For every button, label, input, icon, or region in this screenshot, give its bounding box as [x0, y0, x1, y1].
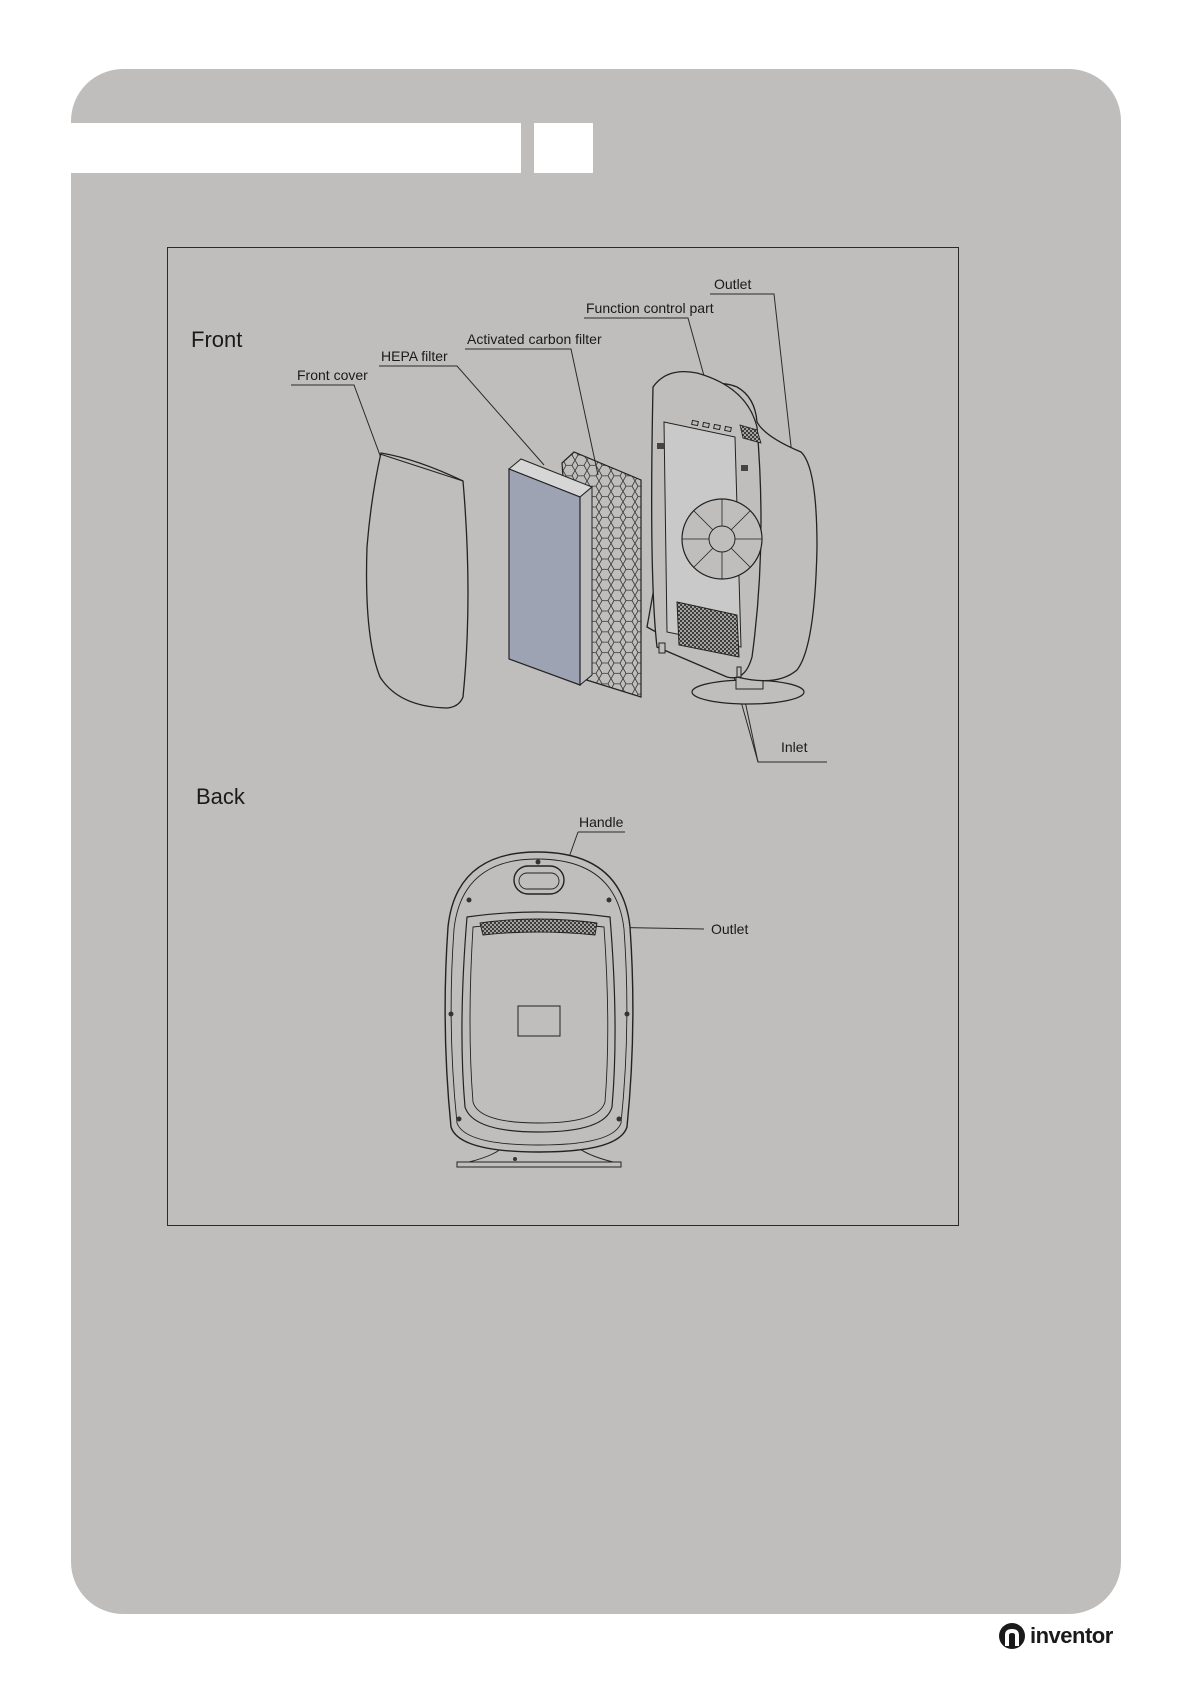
label-function-control-part: Function control part: [586, 300, 714, 316]
purifier-unit-back: [445, 852, 633, 1167]
inventor-logo-icon: [998, 1622, 1026, 1650]
header-title-bar: [71, 123, 521, 173]
header-section-box: [534, 123, 593, 173]
label-outlet-front: Outlet: [714, 276, 752, 292]
label-hepa-filter: HEPA filter: [381, 348, 448, 364]
brand-logo: [998, 1616, 1113, 1656]
label-front-cover: Front cover: [297, 367, 368, 383]
front-heading: Front: [191, 327, 243, 352]
diagram-svg: [167, 247, 959, 1226]
label-inlet: Inlet: [781, 739, 808, 755]
product-diagram: [167, 247, 959, 1226]
back-heading: Back: [196, 784, 245, 809]
hepa-filter-part: [509, 469, 580, 685]
label-handle: Handle: [579, 814, 624, 830]
front-cover-part: [367, 453, 468, 708]
brand-name: inventor: [1030, 1623, 1113, 1648]
purifier-unit-front: [647, 372, 817, 704]
label-outlet-back: Outlet: [711, 921, 749, 937]
label-activated-carbon-filter: Activated carbon filter: [467, 331, 602, 347]
